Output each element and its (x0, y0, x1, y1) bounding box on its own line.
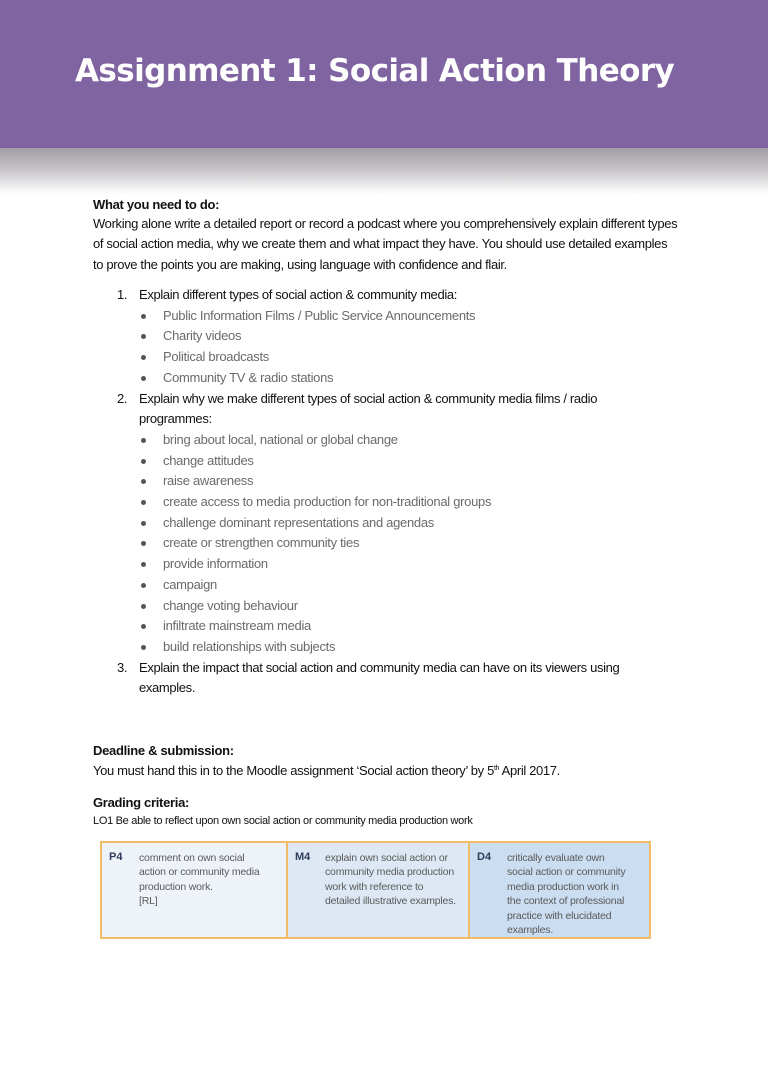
criterion-line: explain own social action or (325, 852, 448, 864)
bullet-icon (141, 355, 146, 360)
deadline-text (93, 760, 678, 780)
task-text: Explain why we make different types of social action & community media films / radio programmes: (139, 390, 598, 427)
intro-paragraph: Working alone write a detailed report or record a podcast where you comprehensively explain different types of social action media, why we create them and what impact they have. You should use detailed examples to prove the points you are making, using language with confidence and flair. (93, 216, 678, 272)
criterion-line: production work. (139, 880, 213, 893)
criterion-code: M4 (295, 851, 311, 863)
list-item (141, 430, 677, 451)
bullet-icon (141, 562, 146, 567)
list-item (141, 471, 677, 492)
criterion-code: P4 (109, 851, 123, 863)
deadline-heading: Deadline & submission: (93, 743, 234, 758)
list-item (141, 637, 677, 658)
list-item-text: change voting behaviour (163, 597, 298, 613)
bullet-icon (141, 438, 146, 443)
criterion-line: media production work in (507, 880, 619, 893)
grading-section (93, 794, 693, 830)
list-item (141, 513, 677, 534)
list-item (141, 368, 677, 389)
list-item-text: Charity videos (163, 328, 242, 344)
list-item-text: Public Information Films / Public Service Announcements (163, 307, 476, 323)
criterion-line: [RL] (139, 895, 158, 908)
criterion-line: community media production (325, 866, 455, 879)
criterion-line: the context of professional (507, 895, 625, 908)
list-item-text: provide information (163, 556, 268, 572)
list-item-text: challenge dominant representations and agendas (163, 514, 434, 530)
bullet-icon (141, 334, 146, 339)
bullet-icon (141, 624, 146, 629)
task-number: 3. (117, 659, 128, 675)
criterion-distinction (468, 843, 649, 937)
criterion-line: detailed illustrative examples. (325, 895, 456, 908)
list-item-text: infiltrate mainstream media (163, 618, 311, 634)
criterion-description (507, 851, 643, 937)
list-item-text: change attitudes (163, 452, 254, 468)
task-bullets (141, 306, 677, 389)
deadline-text-start: You must hand this in to the Moodle assignment ‘Social action theory’ by 5 (93, 763, 494, 778)
list-item (141, 451, 677, 472)
list-item (141, 554, 677, 575)
criterion-line: examples. (507, 924, 554, 937)
criterion-description (139, 851, 280, 909)
bullet-icon (141, 376, 146, 381)
list-item-text: bring about local, national or global change (163, 431, 398, 447)
intro-heading: What you need to do: (93, 197, 220, 212)
bullet-icon (141, 500, 146, 505)
task-number: 1. (117, 287, 128, 302)
list-item-text: campaign (163, 576, 217, 592)
bullet-icon (141, 583, 146, 588)
criterion-description (325, 851, 462, 909)
list-item (141, 575, 677, 596)
criterion-code: D4 (477, 851, 492, 863)
task-item (117, 389, 637, 430)
criterion-line: critically evaluate own (507, 852, 605, 864)
intro-section (93, 196, 693, 275)
list-item (141, 326, 677, 347)
task-item (117, 285, 677, 306)
page-title: Assignment 1: Social Action Theory (75, 53, 675, 89)
list-item-text: build relationships with subjects (163, 638, 336, 654)
task-number: 2. (117, 390, 128, 406)
list-item-text: create or strengthen community ties (163, 535, 360, 551)
list-item-text: Community TV & radio stations (163, 369, 334, 385)
criterion-line: practice with elucidated (507, 909, 612, 922)
criterion-line: action or community media (139, 866, 260, 879)
bullet-icon (141, 314, 146, 319)
bullet-icon (141, 521, 146, 526)
bullet-icon (141, 541, 146, 546)
list-item (141, 533, 677, 554)
list-item-text: create access to media production for non-traditional groups (163, 494, 492, 510)
grading-heading: Grading criteria: (93, 795, 190, 810)
date-ordinal: th (493, 765, 500, 772)
bullet-icon (141, 479, 146, 484)
bullet-icon (141, 459, 146, 464)
bullet-icon (141, 604, 146, 609)
task-bullets (141, 430, 677, 658)
learning-outcome: LO1 Be able to reflect upon own social action or community media production work (93, 815, 473, 827)
list-item (141, 347, 677, 368)
criterion-merit (286, 843, 468, 937)
list-item-text: raise awareness (163, 473, 254, 489)
criterion-line: work with reference to (325, 880, 424, 893)
task-text: Explain the impact that social action and community media can have on its viewers using examples. (139, 659, 620, 696)
criterion-line: comment on own social (139, 852, 245, 864)
bullet-icon (141, 645, 146, 650)
list-item (141, 492, 677, 513)
header-shadow (0, 148, 768, 196)
header-band (0, 0, 768, 148)
deadline-section (93, 742, 693, 780)
task-list (117, 285, 677, 699)
criterion-line: social action or community (507, 866, 626, 879)
list-item (141, 306, 677, 327)
list-item-text: Political broadcasts (163, 349, 269, 365)
task-item (117, 658, 647, 699)
list-item (141, 596, 677, 617)
deadline-text-end: April 2017. (499, 763, 560, 778)
grading-criteria-table (100, 841, 651, 939)
task-text: Explain different types of social action & community media: (139, 287, 457, 302)
list-item (141, 616, 677, 637)
criterion-pass (102, 843, 286, 937)
